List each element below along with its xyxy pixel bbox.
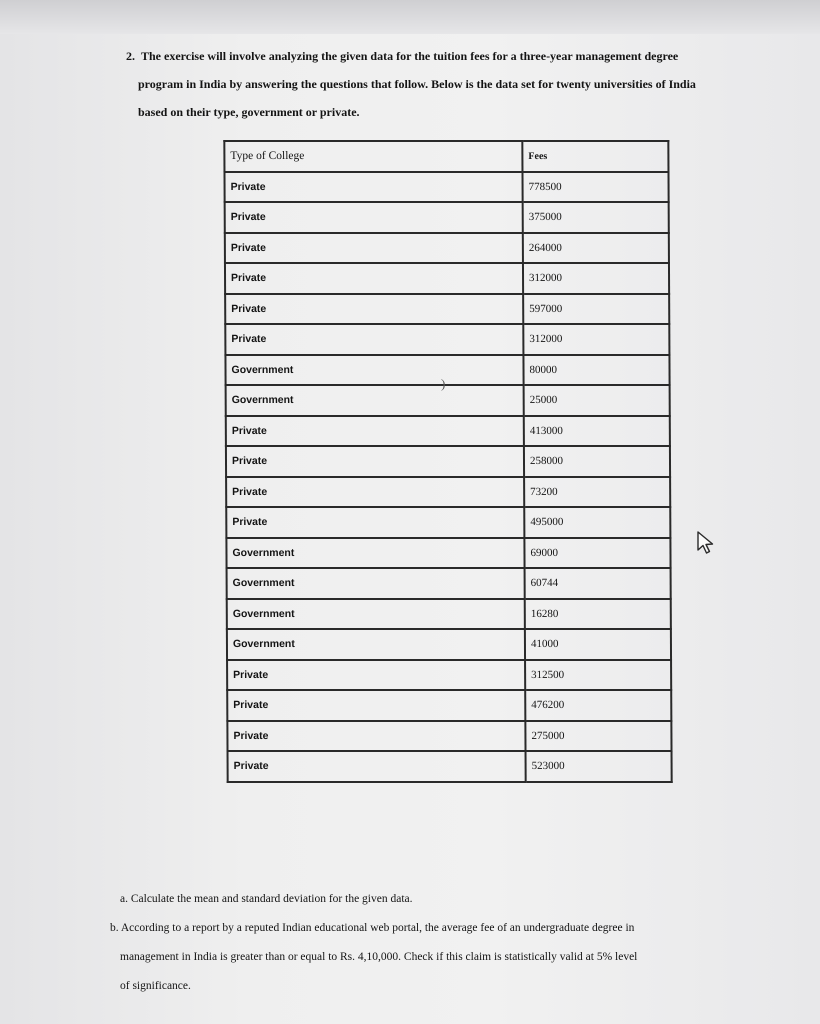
cell-college-type: Government xyxy=(227,599,525,630)
table-row xyxy=(226,446,670,477)
cell-college-type: Government xyxy=(226,538,524,569)
table-row xyxy=(225,202,669,233)
table-row xyxy=(225,355,669,386)
header-fees: Fees xyxy=(522,141,668,172)
cell-college-type: Private xyxy=(226,416,524,447)
cell-college-type: Private xyxy=(227,721,525,752)
table-row xyxy=(225,294,669,325)
cell-college-type: Private xyxy=(225,263,523,294)
cell-college-type: Government xyxy=(227,629,525,660)
cell-fees: 778500 xyxy=(522,172,668,203)
cell-fees: 41000 xyxy=(525,629,671,660)
fees-table xyxy=(223,140,672,783)
table-row xyxy=(226,507,670,538)
cell-fees: 495000 xyxy=(524,507,670,538)
cell-fees: 312000 xyxy=(523,324,669,355)
question-line-1: The exercise will involve analyzing the given data for the tuition fees for a three-year management degree xyxy=(141,49,679,63)
sub-questions xyxy=(110,885,800,1001)
table-row xyxy=(225,233,669,264)
cell-fees: 597000 xyxy=(523,294,669,325)
sub-question-a: a. Calculate the mean and standard deviation for the given data. xyxy=(120,893,413,905)
question-line-2: program in India by answering the questions that follow. Below is the data set for twenty universities of India xyxy=(138,77,696,91)
cell-fees: 73200 xyxy=(524,477,670,508)
table-row xyxy=(226,385,670,416)
cell-college-type: Government xyxy=(225,355,523,386)
sub-question-b-line-2: management in India is greater than or equal to Rs. 4,10,000. Check if this claim is statistically valid at 5% level xyxy=(120,951,638,963)
question-line-3: based on their type, government or private. xyxy=(138,105,360,119)
table-row xyxy=(227,721,671,752)
cell-college-type: Private xyxy=(227,690,525,721)
table-row xyxy=(227,599,671,630)
table-row xyxy=(225,324,669,355)
cell-fees: 80000 xyxy=(523,355,669,386)
question-number: 2. xyxy=(126,49,135,63)
table-row xyxy=(227,660,671,691)
cell-college-type: Private xyxy=(226,446,524,477)
table-body xyxy=(224,172,671,782)
question-text xyxy=(118,42,778,126)
table-row xyxy=(226,477,670,508)
cell-fees: 25000 xyxy=(524,385,670,416)
cell-fees: 69000 xyxy=(524,538,670,569)
sub-question-b-line-1: b. According to a report by a reputed Indian educational web portal, the average fee of an undergraduate degree in xyxy=(110,922,635,934)
cell-college-type: Private xyxy=(226,477,524,508)
cell-fees: 275000 xyxy=(525,721,671,752)
table-row xyxy=(227,629,671,660)
cell-college-type: Government xyxy=(227,568,525,599)
cell-fees: 312000 xyxy=(523,263,669,294)
cell-fees: 258000 xyxy=(524,446,670,477)
cell-fees: 413000 xyxy=(524,416,670,447)
table-row xyxy=(228,751,672,782)
cell-college-type: Private xyxy=(225,233,523,264)
cell-fees: 264000 xyxy=(523,233,669,264)
cell-fees: 312500 xyxy=(525,660,671,691)
cell-fees: 16280 xyxy=(525,599,671,630)
pen-mark: ) xyxy=(441,376,446,391)
page-edge-shadow xyxy=(0,0,820,34)
cell-college-type: Private xyxy=(225,294,523,325)
table-row xyxy=(227,690,671,721)
table-row xyxy=(225,263,669,294)
table-header-row xyxy=(224,141,668,172)
table-row xyxy=(226,416,670,447)
cell-fees: 523000 xyxy=(526,751,672,782)
cell-fees: 60744 xyxy=(525,568,671,599)
table-row xyxy=(226,538,670,569)
header-type-of-college: Type of College xyxy=(224,141,522,172)
cell-college-type: Private xyxy=(224,172,522,203)
cell-college-type: Private xyxy=(228,751,526,782)
sub-question-b-line-3: of significance. xyxy=(120,980,191,992)
cell-college-type: Private xyxy=(225,324,523,355)
table-row xyxy=(227,568,671,599)
cell-college-type: Private xyxy=(227,660,525,691)
cell-college-type: Government xyxy=(226,385,524,416)
table-row xyxy=(224,172,668,203)
cell-college-type: Private xyxy=(226,507,524,538)
cell-fees: 375000 xyxy=(523,202,669,233)
cell-college-type: Private xyxy=(225,202,523,233)
cell-fees: 476200 xyxy=(525,690,671,721)
mouse-pointer-icon xyxy=(696,530,718,556)
